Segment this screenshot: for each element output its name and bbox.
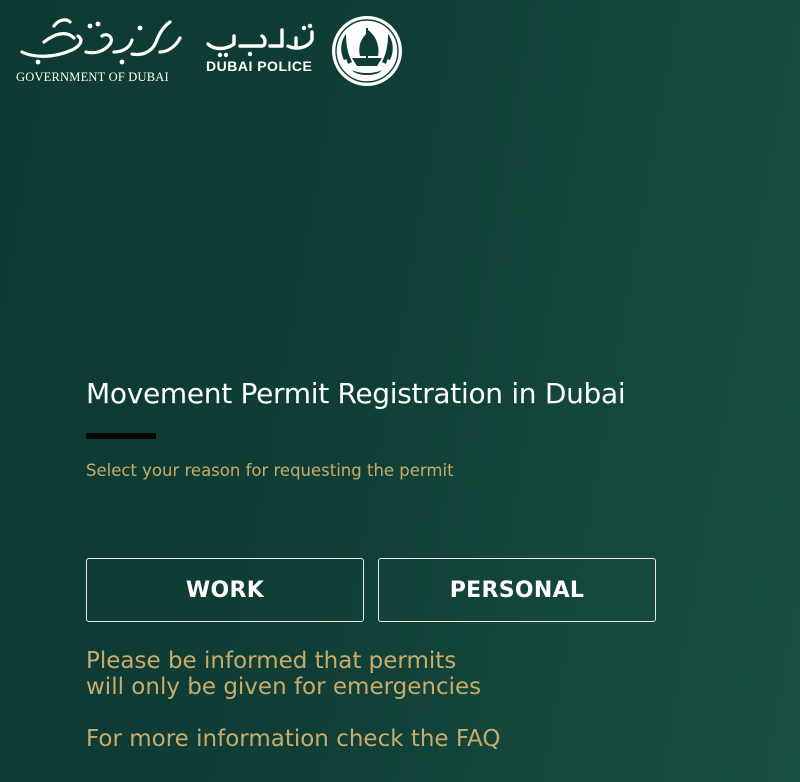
dubai-police-text: DUBAI POLICE bbox=[206, 58, 313, 74]
dubai-police-arabic-logotype bbox=[204, 22, 322, 58]
main-content bbox=[86, 370, 786, 752]
government-of-dubai-text: GOVERNMENT OF DUBAI bbox=[16, 70, 169, 84]
emergency-notice bbox=[86, 648, 481, 700]
government-of-dubai-arabic-logotype bbox=[14, 12, 186, 68]
personal-button[interactable]: PERSONAL bbox=[378, 558, 656, 622]
header bbox=[0, 0, 800, 100]
dubai-police-logo[interactable] bbox=[204, 14, 414, 88]
page-title: Movement Permit Registration in Dubai bbox=[86, 377, 626, 410]
page-subtitle: Select your reason for requesting the permit bbox=[86, 461, 454, 480]
reason-buttons bbox=[86, 558, 658, 624]
title-underline-divider bbox=[86, 433, 156, 439]
dubai-police-emblem-icon bbox=[330, 14, 404, 88]
emergency-notice-line-1: Please be informed that permits bbox=[86, 648, 457, 674]
emergency-notice-line-2: will only be given for emergencies bbox=[86, 674, 482, 700]
government-of-dubai-logo[interactable] bbox=[14, 12, 186, 88]
work-button[interactable]: WORK bbox=[86, 558, 364, 622]
faq-link[interactable]: For more information check the FAQ bbox=[86, 726, 501, 752]
